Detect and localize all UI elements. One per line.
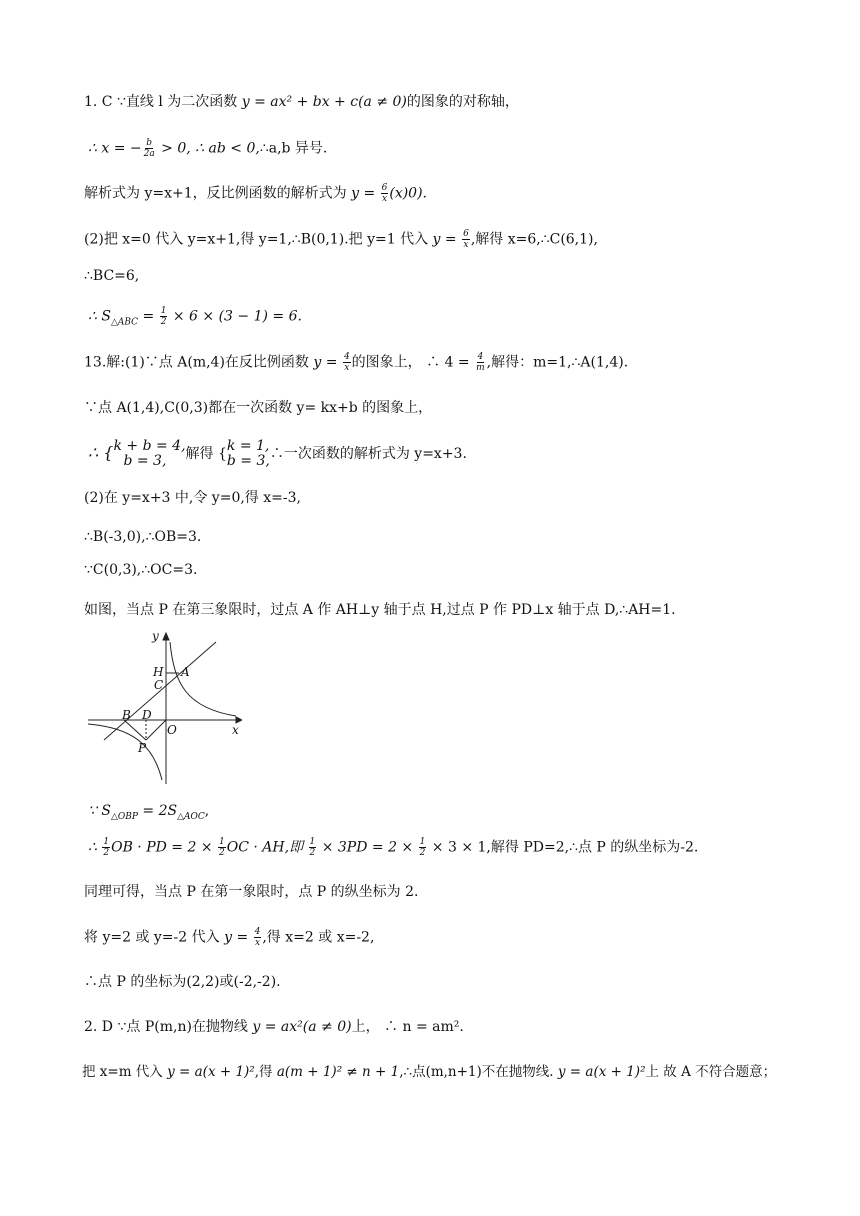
- fraction: [381, 183, 389, 204]
- numerator: 1: [160, 306, 167, 316]
- numerator: 4: [254, 927, 261, 937]
- denominator: x: [344, 363, 350, 373]
- text: 1. C ∵直线 l 为二次函数: [84, 94, 242, 110]
- denominator: 2: [160, 317, 167, 327]
- subscript: △AOC: [177, 811, 205, 822]
- eq-row: b = 3,: [226, 453, 270, 469]
- line-10: [84, 488, 301, 508]
- line-18: [84, 972, 281, 992]
- text: 把 x=m 代入: [82, 1064, 168, 1080]
- fraction: [218, 837, 226, 858]
- math: OC · AH,即: [226, 839, 308, 856]
- denominator: 2a: [143, 149, 155, 159]
- math: y = a(x + 1)²: [167, 1064, 255, 1080]
- denominator: x: [381, 194, 388, 204]
- text: 13.解:(1)∵点 A(m,4)在反比例函数: [84, 354, 314, 371]
- fraction: [419, 837, 427, 858]
- denominator: 2: [103, 848, 110, 858]
- text: ,得 x=2 或 x=-2,: [262, 929, 375, 946]
- label-C: C: [154, 678, 164, 692]
- numerator: b: [146, 138, 153, 148]
- math: ∴ S: [88, 308, 111, 325]
- numerator: 4: [343, 352, 350, 362]
- label-y: y: [152, 629, 159, 643]
- denominator: m: [476, 363, 485, 373]
- equation-system: [113, 439, 185, 469]
- line-1: [84, 92, 519, 112]
- segment-OP: [146, 720, 166, 740]
- line-11: [84, 527, 201, 547]
- numerator: 1: [419, 837, 426, 847]
- equation-system: [227, 439, 270, 469]
- text: 如图，当点 P 在第三象限时，过点 A 作 AH⊥y 轴于点 H,过点 P 作 PD⊥x 轴于点 D,∴AH=1.: [84, 602, 676, 618]
- math: ∵ S: [88, 803, 111, 819]
- line-9: [88, 437, 467, 469]
- denominator: 2: [219, 848, 225, 858]
- text: ,解得 x=6,∴C(6,1),: [470, 231, 598, 248]
- denominator: x: [463, 240, 469, 250]
- text: 的图象上， ∴ 4 =: [351, 354, 475, 371]
- math: a(m + 1)² ≠ n + 1: [276, 1064, 400, 1080]
- fraction: [160, 306, 168, 327]
- math: y = ax² + bx + c(a ≠ 0): [241, 94, 407, 110]
- eq-row: k + b = 4,: [113, 438, 186, 454]
- text: ∴a,b 异号.: [259, 140, 328, 157]
- fraction: [309, 837, 317, 858]
- math: y =: [351, 185, 380, 202]
- line-3: [84, 183, 427, 204]
- fraction: [102, 837, 110, 858]
- math: (x)0).: [389, 185, 427, 202]
- line-19: [84, 1017, 464, 1037]
- segment-BP: [124, 720, 146, 740]
- text: 解析式为 y=x+1，反比例函数的解析式为: [84, 185, 352, 202]
- text: ∵C(0,3),∴OC=3.: [84, 562, 198, 578]
- line-14: [88, 801, 209, 827]
- denominator: 2: [309, 848, 316, 858]
- numerator: 1: [219, 837, 225, 847]
- math: y =: [313, 354, 342, 371]
- text: 将 y=2 或 y=-2 代入: [84, 929, 225, 946]
- text: ∵点 A(1,4),C(0,3)都在一次函数 y= kx+b 的图象上，: [84, 400, 433, 416]
- text: ∴B(-3,0),∴OB=3.: [84, 529, 202, 545]
- label-D: D: [142, 708, 152, 722]
- line-20: [82, 1062, 776, 1082]
- denominator: x: [254, 938, 261, 948]
- function-graph-figure: [86, 628, 242, 788]
- numerator: 4: [477, 352, 484, 362]
- text: ∴一次函数的解析式为 y=x+3.: [269, 446, 467, 462]
- math: y =: [432, 231, 462, 248]
- line-4: [84, 229, 598, 250]
- math: ∴: [88, 839, 102, 856]
- text: ,: [204, 803, 210, 819]
- math: OB · PD = 2 ×: [111, 839, 218, 856]
- text: ,得: [254, 1064, 277, 1080]
- numerator: 6: [381, 183, 388, 193]
- math: ∴ x = −: [88, 140, 142, 157]
- fraction: [475, 352, 486, 373]
- y-axis-arrow: [163, 633, 169, 640]
- text: ∴点 P 的坐标为(2,2)或(-2,-2).: [84, 974, 281, 990]
- label-P: P: [138, 741, 147, 755]
- label-A: A: [181, 665, 190, 679]
- label-O: O: [167, 723, 177, 737]
- line-17: [84, 927, 374, 948]
- line-7: [84, 352, 628, 373]
- label-H: H: [153, 665, 164, 679]
- line-12: [84, 560, 197, 580]
- text: ,∴点(m,n+1)不在抛物线.: [399, 1064, 558, 1080]
- text: ,解得：m=1,∴A(1,4).: [486, 354, 629, 371]
- numerator: 1: [103, 837, 110, 847]
- label-B: B: [122, 708, 131, 722]
- text: 同理可得，当点 P 在第一象限时，点 P 的纵坐标为 2.: [84, 884, 419, 900]
- math: y =: [224, 929, 253, 946]
- math: y = ax²(a ≠ 0): [252, 1019, 352, 1035]
- text: 解得 {: [185, 446, 227, 462]
- line-16: [84, 882, 418, 902]
- text: × 3 × 1,解得 PD=2,∴点 P 的纵坐标为-2.: [427, 839, 699, 856]
- line-8: [84, 398, 432, 418]
- math: > 0, ∴ ab < 0,: [156, 140, 260, 157]
- numerator: 6: [463, 229, 469, 239]
- hyperbola-branch-third: [88, 724, 162, 780]
- text: 2. D ∵点 P(m,n)在抛物线: [84, 1019, 253, 1035]
- fraction: [254, 927, 262, 948]
- text: 上 故 A 不符合题意；: [645, 1064, 777, 1080]
- text: 上， ∴ n = am².: [351, 1019, 464, 1035]
- text: 的图象的对称轴，: [406, 94, 519, 110]
- denominator: 2: [419, 848, 426, 858]
- label-x: x: [232, 723, 239, 737]
- line-2: [88, 138, 327, 159]
- math: × 6 × (3 − 1) = 6.: [168, 308, 302, 325]
- system-brace: ∴ {: [88, 443, 114, 462]
- text: ∴BC=6,: [84, 268, 140, 284]
- line-5: [84, 266, 139, 286]
- math: × 3PD = 2 ×: [317, 839, 418, 856]
- fraction: [343, 352, 351, 373]
- subscript: △OBP: [110, 811, 138, 822]
- numerator: 1: [309, 837, 316, 847]
- fraction: [462, 229, 470, 250]
- math: =: [138, 308, 159, 325]
- subscript: △ABC: [110, 317, 139, 328]
- line-15: [88, 837, 698, 858]
- line-13: [84, 600, 676, 620]
- math: y = a(x + 1)²: [557, 1064, 646, 1080]
- text: (2)在 y=x+3 中,令 y=0,得 x=-3,: [84, 490, 301, 506]
- fraction: [143, 138, 156, 159]
- line-6: [88, 306, 302, 332]
- eq-row: b = 3,: [123, 453, 167, 469]
- eq-row: k = 1,: [226, 438, 270, 454]
- text: (2)把 x=0 代入 y=x+1,得 y=1,∴B(0,1).把 y=1 代入: [84, 231, 433, 248]
- math: = 2S: [137, 803, 178, 819]
